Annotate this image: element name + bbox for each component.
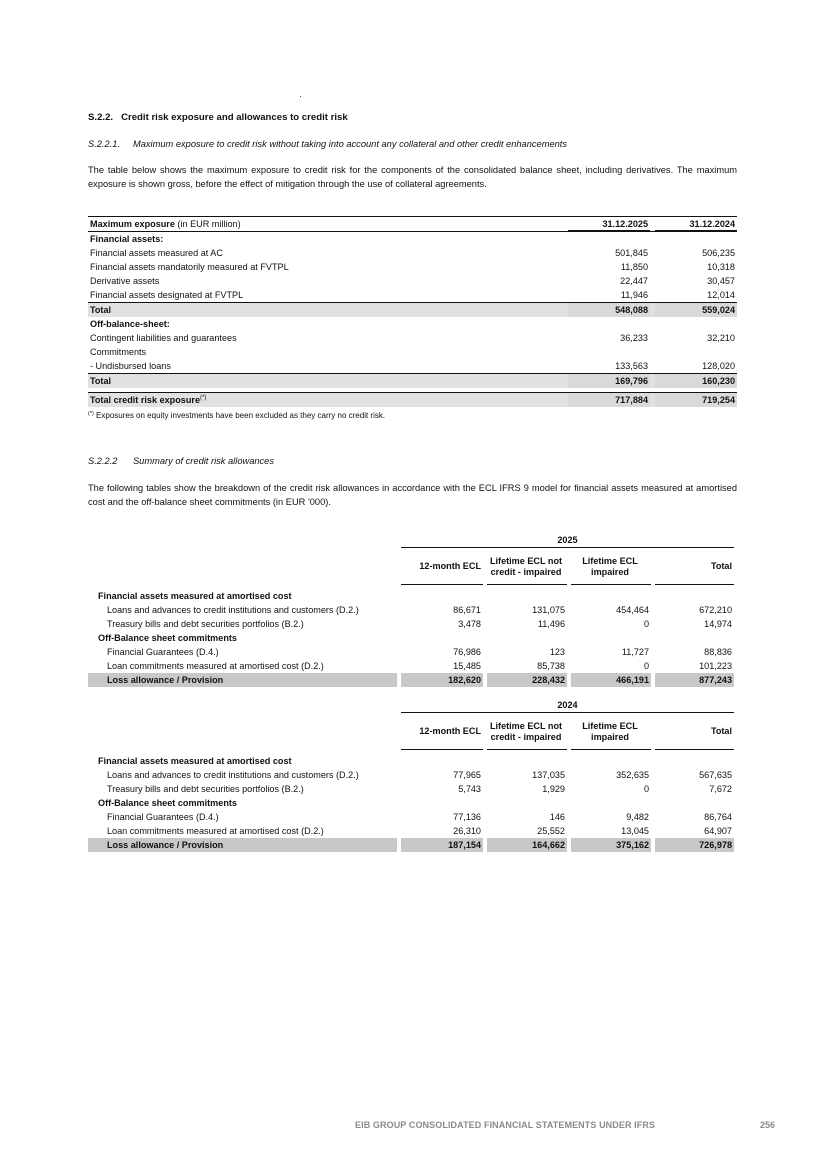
table-row	[88, 260, 737, 274]
off-balance-label: Off-balance-sheet:	[90, 319, 170, 329]
row-label: Loans and advances to credit institutions and customers (D.2.)	[107, 770, 359, 780]
col-lifetime-impaired: Lifetime ECL impaired	[571, 549, 651, 585]
table-row	[88, 659, 734, 673]
cell: 375,162	[616, 840, 649, 850]
exposure-col-2024: 31.12.2024	[655, 217, 737, 231]
footnote	[88, 411, 385, 420]
table-row	[88, 645, 734, 659]
cell: 454,464	[616, 605, 649, 615]
col-12-month-ecl: 12-month ECL	[401, 549, 483, 585]
total-value-2024: 559,024	[655, 303, 737, 317]
col-total: Total	[655, 549, 734, 585]
row-label: Treasury bills and debt securities portfolios (B.2.)	[107, 784, 304, 794]
table-row	[88, 810, 734, 824]
cell: 0	[643, 661, 649, 671]
row-value-2025: 501,845	[615, 248, 648, 258]
col-12-month-ecl: 12-month ECL	[401, 714, 483, 750]
col-lifetime-impaired: Lifetime ECL impaired	[571, 714, 651, 750]
cell: 7,672	[709, 784, 732, 794]
loss-allowance-row	[88, 673, 734, 687]
row-value-2024: 32,210	[707, 333, 735, 343]
table-row	[88, 824, 734, 838]
col-lifetime-not-impaired: Lifetime ECL not credit - impaired	[487, 549, 567, 585]
cell: 88,836	[704, 647, 732, 657]
row-label: Financial assets mandatorily measured at FVTPL	[90, 262, 289, 272]
total-value-2025: 548,088	[568, 303, 650, 317]
stray-dot	[300, 96, 301, 97]
exposure-header-unit: (in EUR million)	[174, 219, 241, 229]
row-value-2025: 36,233	[620, 333, 648, 343]
exposure-table	[88, 216, 737, 407]
exposure-header-label: Maximum exposure	[90, 219, 175, 229]
col-total: Total	[655, 714, 734, 750]
cell: 0	[643, 784, 649, 794]
cell: 86,671	[453, 605, 481, 615]
row-value-2024: 30,457	[707, 276, 735, 286]
grand-total-label: Total credit risk exposure	[90, 395, 201, 405]
cell: 726,978	[699, 840, 732, 850]
row-value-2025: 22,447	[620, 276, 648, 286]
total-row-off-balance	[88, 373, 737, 388]
exposure-header-row	[88, 216, 737, 232]
subsection-heading-1: S.2.2.1. Maximum exposure to credit risk without taking into account any collateral and other credit enhancements	[88, 139, 568, 149]
cell: 5,743	[458, 784, 481, 794]
cell: 352,635	[616, 770, 649, 780]
section-label: Financial assets measured at amortised cost	[98, 591, 292, 601]
row-label: Derivative assets	[90, 276, 160, 286]
row-value-2024: 10,318	[707, 262, 735, 272]
table-row	[88, 288, 737, 302]
cell: 11,496	[537, 619, 565, 629]
cell: 101,223	[699, 661, 732, 671]
cell: 76,986	[453, 647, 481, 657]
fin-assets-label: Financial assets:	[90, 234, 164, 244]
cell: 15,485	[453, 661, 481, 671]
table-row	[88, 617, 734, 631]
table-row	[88, 359, 737, 373]
intro-paragraph-1: The table below shows the maximum exposure to credit risk for the components of the consolidated balance sheet, including derivatives. The maximum exposure is shown gross, before the effect of mitigation through the use of collateral agreements.	[88, 165, 737, 189]
cell: 0	[643, 619, 649, 629]
cell: 26,310	[453, 826, 481, 836]
cell: 672,210	[699, 605, 732, 615]
grand-total-2025: 717,884	[568, 393, 650, 407]
row-value-2024: 506,235	[702, 248, 735, 258]
total-value-2024: 160,230	[655, 374, 737, 388]
table-row	[88, 246, 737, 260]
cell: 3,478	[458, 619, 481, 629]
section-row	[88, 631, 734, 645]
table-row	[88, 331, 737, 345]
section-label: Financial assets measured at amortised cost	[98, 756, 292, 766]
row-value-2024: 128,020	[702, 361, 735, 371]
table-year: 2025	[401, 535, 734, 548]
cell: 85,738	[537, 661, 565, 671]
page-number: 256	[760, 1120, 776, 1130]
row-label: Financial assets measured at AC	[90, 248, 223, 258]
row-value-2025: 133,563	[615, 361, 648, 371]
row-value-2024: 12,014	[707, 290, 735, 300]
grand-total-row	[88, 392, 737, 407]
row-label: Financial Guarantees (D.4.)	[107, 812, 219, 822]
row-label: Loan commitments measured at amortised cost (D.2.)	[107, 661, 324, 671]
cell: 13,045	[621, 826, 649, 836]
table-year: 2024	[401, 700, 734, 713]
cell: 187,154	[448, 840, 481, 850]
section-heading: S.2.2. Credit risk exposure and allowances to credit risk	[88, 112, 348, 123]
row-label: Loans and advances to credit institutions and customers (D.2.)	[107, 605, 359, 615]
cell: 228,432	[532, 675, 565, 685]
total-label: Total	[90, 376, 112, 386]
ecl-rows	[88, 754, 734, 852]
section-row	[88, 589, 734, 603]
total-label: Total	[90, 305, 112, 315]
footnote-text: Exposures on equity investments have been excluded as they carry no credit risk.	[93, 411, 386, 420]
off-balance-label-row	[88, 317, 737, 331]
total-row-financial	[88, 302, 737, 317]
ecl-table-2024	[88, 700, 734, 850]
row-label: Contingent liabilities and guarantees	[90, 333, 237, 343]
cell: 131,075	[532, 605, 565, 615]
cell: 567,635	[699, 770, 732, 780]
table-row	[88, 274, 737, 288]
row-label: Loss allowance / Provision	[107, 840, 224, 850]
page-footer-title: EIB GROUP CONSOLIDATED FINANCIAL STATEMENTS UNDER IFRS	[355, 1120, 656, 1130]
section-label: Off-Balance sheet commitments	[98, 798, 237, 808]
cell: 182,620	[448, 675, 481, 685]
footnote-mark: (*)	[200, 395, 207, 401]
cell: 123	[549, 647, 565, 657]
ecl-table-2025	[88, 535, 734, 685]
grand-total-2024: 719,254	[655, 393, 737, 407]
exposure-col-2025: 31.12.2025	[568, 217, 650, 231]
cell: 1,929	[542, 784, 565, 794]
commitments-label-row	[88, 345, 737, 359]
row-label: Treasury bills and debt securities portfolios (B.2.)	[107, 619, 304, 629]
col-lifetime-not-impaired: Lifetime ECL not credit - impaired	[487, 714, 567, 750]
cell: 86,764	[704, 812, 732, 822]
table-row	[88, 782, 734, 796]
commitments-label: Commitments	[90, 347, 147, 357]
row-label: - Undisbursed loans	[90, 361, 171, 371]
intro-paragraph-2: The following tables show the breakdown of the credit risk allowances in accordance with the ECL IFRS 9 model for financial assets measured at amortised cost and the off-balance sheet commitments (in EUR '000).	[88, 483, 737, 507]
table-row	[88, 768, 734, 782]
row-label: Loan commitments measured at amortised cost (D.2.)	[107, 826, 324, 836]
row-label: Loss allowance / Provision	[107, 675, 224, 685]
table-row	[88, 603, 734, 617]
row-value-2025: 11,850	[620, 262, 648, 272]
cell: 137,035	[532, 770, 565, 780]
cell: 164,662	[532, 840, 565, 850]
cell: 77,136	[453, 812, 481, 822]
loss-allowance-row	[88, 838, 734, 852]
cell: 11,727	[621, 647, 649, 657]
row-label: Financial Guarantees (D.4.)	[107, 647, 219, 657]
fin-assets-label-row	[88, 232, 737, 246]
cell: 77,965	[453, 770, 481, 780]
section-row	[88, 754, 734, 768]
total-value-2025: 169,796	[568, 374, 650, 388]
ecl-rows	[88, 589, 734, 687]
cell: 64,907	[704, 826, 732, 836]
cell: 9,482	[626, 812, 649, 822]
cell: 877,243	[699, 675, 732, 685]
section-row	[88, 796, 734, 810]
cell: 466,191	[616, 675, 649, 685]
section-label: Off-Balance sheet commitments	[98, 633, 237, 643]
cell: 25,552	[537, 826, 565, 836]
cell: 14,974	[704, 619, 732, 629]
cell: 146	[549, 812, 565, 822]
footnote-mark: (*)	[88, 411, 94, 417]
row-value-2025: 11,946	[620, 290, 648, 300]
row-label: Financial assets designated at FVTPL	[90, 290, 244, 300]
subsection-heading-2: S.2.2.2 Summary of credit risk allowances	[88, 456, 275, 466]
